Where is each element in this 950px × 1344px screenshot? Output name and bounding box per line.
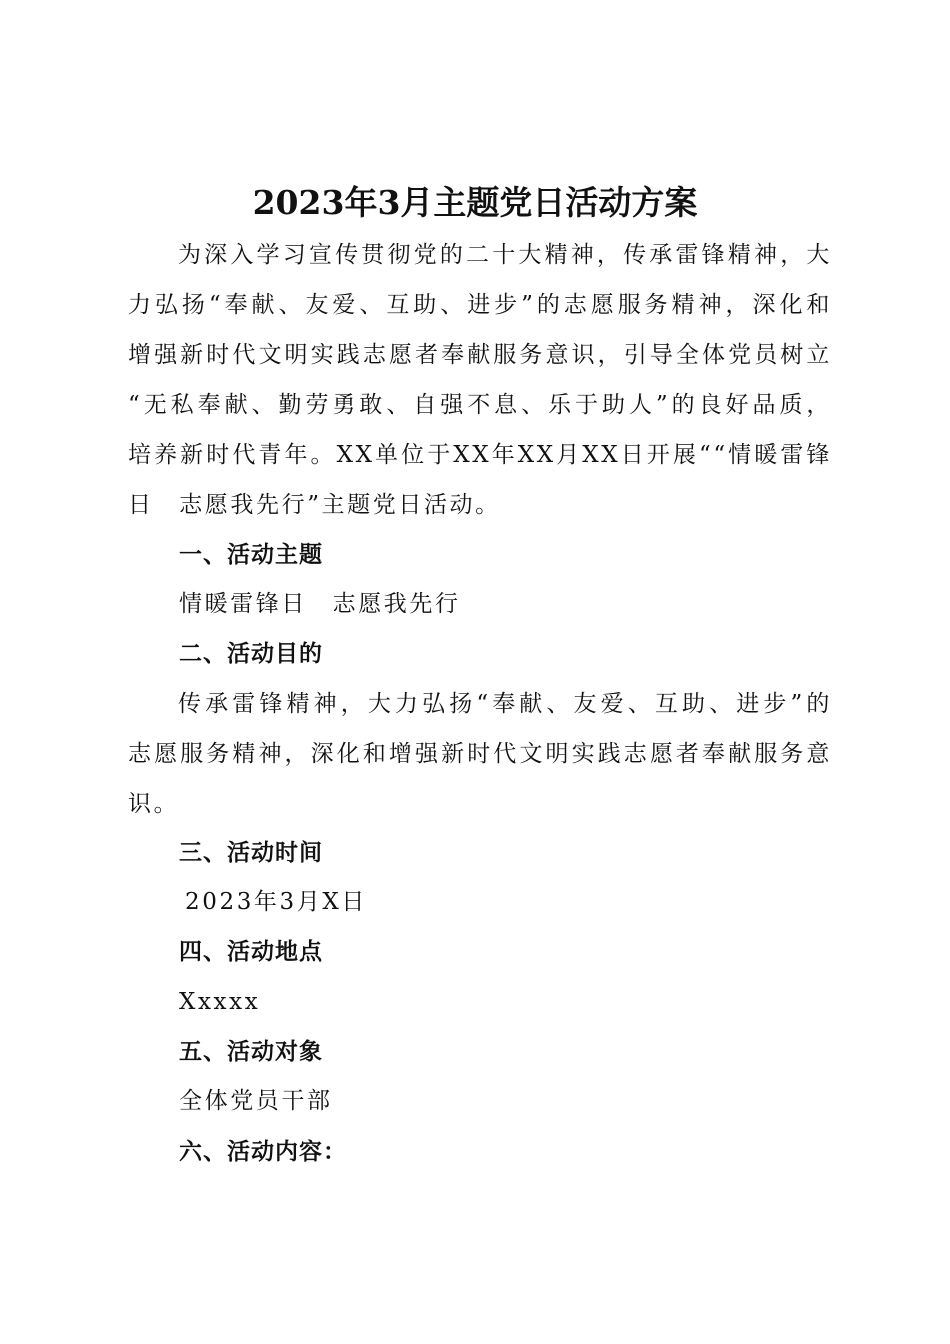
intro-line: 培养新时代青年。XX单位于XX年XX月XX日开展““情暖雷锋 — [128, 442, 832, 468]
section-content-audience: 全体党员干部 — [179, 1088, 333, 1114]
section-heading-time: 三、活动时间 — [179, 840, 323, 866]
section-content-location: Xxxxx — [179, 989, 261, 1015]
intro-line: “无私奉献、勤劳勇敢、自强不息、乐于助人”的良好品质， — [128, 392, 832, 418]
section-heading-content: 六、活动内容： — [179, 1139, 347, 1165]
intro-line: 力弘扬“奉献、友爱、互助、进步”的志愿服务精神，深化和 — [128, 292, 832, 318]
intro-paragraph — [128, 230, 832, 530]
intro-line: 增强新时代文明实践志愿者奉献服务意识，引导全体党员树立 — [128, 342, 832, 368]
purpose-line: 传承雷锋精神，大力弘扬“奉献、友爱、互助、进步”的 — [178, 691, 832, 717]
section-heading-purpose: 二、活动目的 — [179, 641, 323, 667]
document-title: 2023年3月主题党日活动方案 — [252, 183, 698, 222]
section-content-time: 2023年3月X日 — [185, 889, 367, 915]
section-heading-location: 四、活动地点 — [179, 939, 323, 965]
section-content-purpose — [128, 679, 832, 829]
section-content-theme: 情暖雷锋日 志愿我先行 — [179, 591, 461, 617]
section-heading-theme: 一、活动主题 — [179, 542, 323, 568]
purpose-line: 识。 — [128, 791, 180, 817]
section-heading-audience: 五、活动对象 — [179, 1039, 323, 1065]
intro-line: 日 志愿我先行”主题党日活动。 — [128, 492, 501, 518]
intro-line: 为深入学习宣传贯彻党的二十大精神，传承雷锋精神，大 — [178, 242, 832, 268]
purpose-line: 志愿服务精神，深化和增强新时代文明实践志愿者奉献服务意 — [128, 741, 832, 767]
